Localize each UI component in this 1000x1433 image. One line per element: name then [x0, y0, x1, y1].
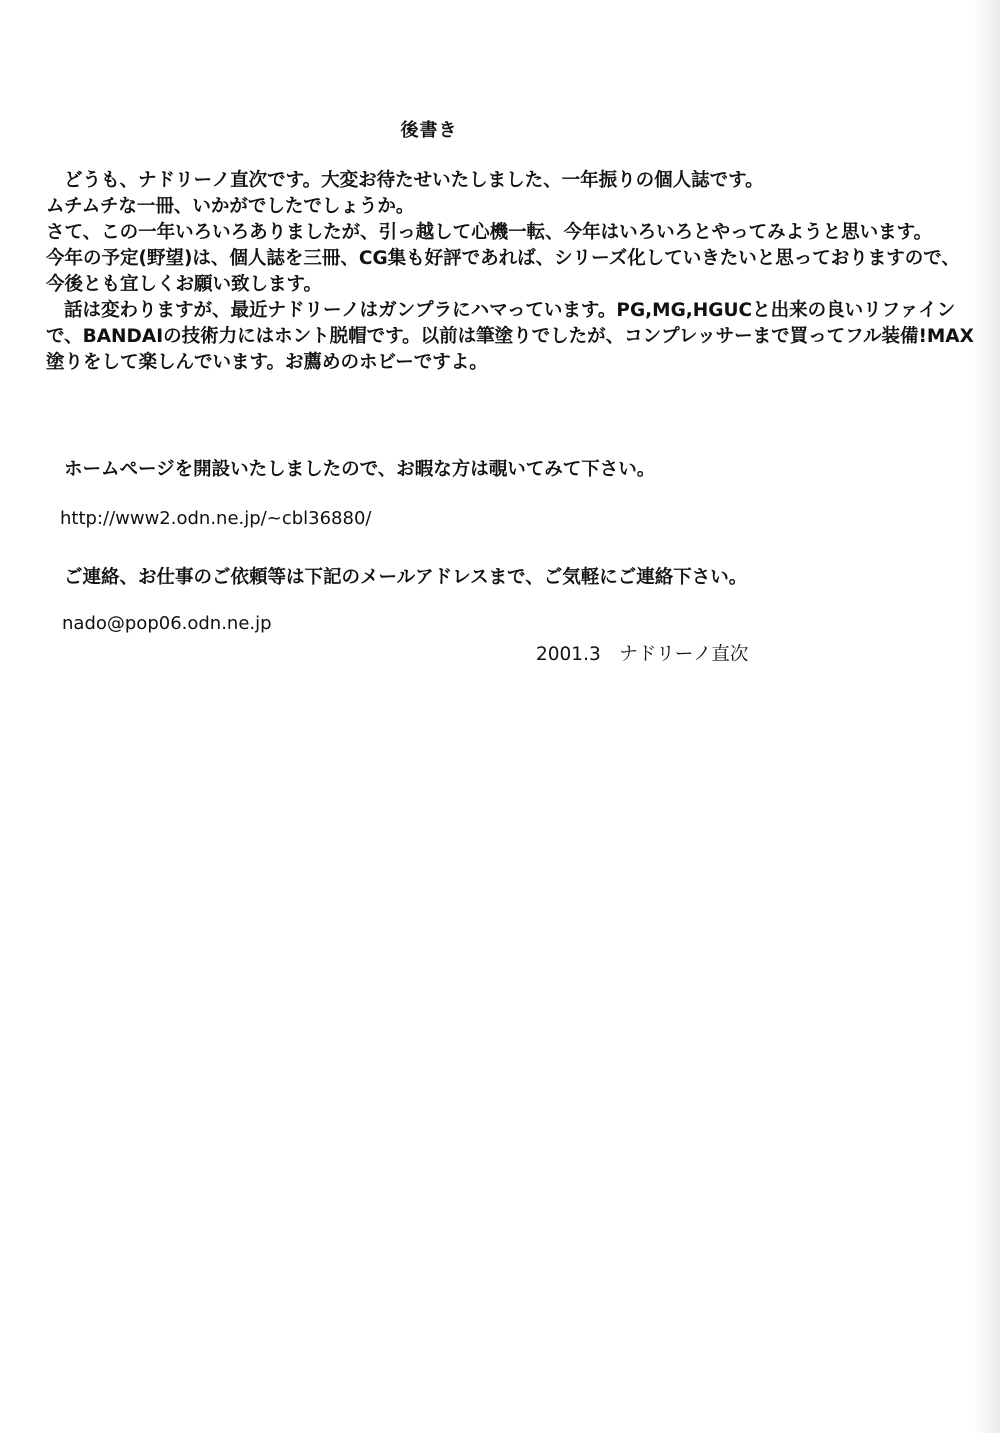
paragraph-plans: 今年の予定(野望)は、個人誌を三冊、CG集も好評であれば、シリーズ化していきたいと思っておりますので、 [46, 248, 960, 269]
afterword-body [46, 168, 976, 376]
paragraph-gunpla: 話は変わりますが、最近ナドリーノはガンプラにハマっています。PG,MG,HGUCと出来の良いリファインで、BANDAIの技術力にはホント脱帽です。以前は筆塗りでしたが、コンプレッサーまで買ってフル装備!MAX塗りをして楽しんでいます。お薦めのホビーですよ。 [46, 300, 974, 373]
contact-note: ご連絡、お仕事のご依頼等は下記のメールアドレスまで、ご気軽にご連絡下さい。 [64, 567, 748, 588]
paragraph-greeting: どうも、ナドリーノ直次です。大変お待たせいたしました、一年振りの個人誌です。 [64, 170, 764, 191]
homepage-url[interactable]: http://www2.odn.ne.jp/~cbl36880/ [60, 508, 372, 529]
page-title: 後書き [400, 120, 458, 141]
page-edge-shadow [972, 0, 1000, 1433]
homepage-note: ホームページを開設いたしましたので、お暇な方は覗いてみて下さい。 [64, 459, 656, 480]
signature: 2001.3 ナドリーノ直次 [536, 644, 749, 665]
paragraph-question: ムチムチな一冊、いかがでしたでしょうか。 [46, 196, 415, 217]
paragraph-regards: 今後とも宜しくお願い致します。 [46, 274, 323, 295]
email-address[interactable]: nado@pop06.odn.ne.jp [62, 613, 272, 634]
paragraph-year: さて、この一年いろいろありましたが、引っ越して心機一転、今年はいろいろとやってみようと思います。 [46, 222, 933, 243]
